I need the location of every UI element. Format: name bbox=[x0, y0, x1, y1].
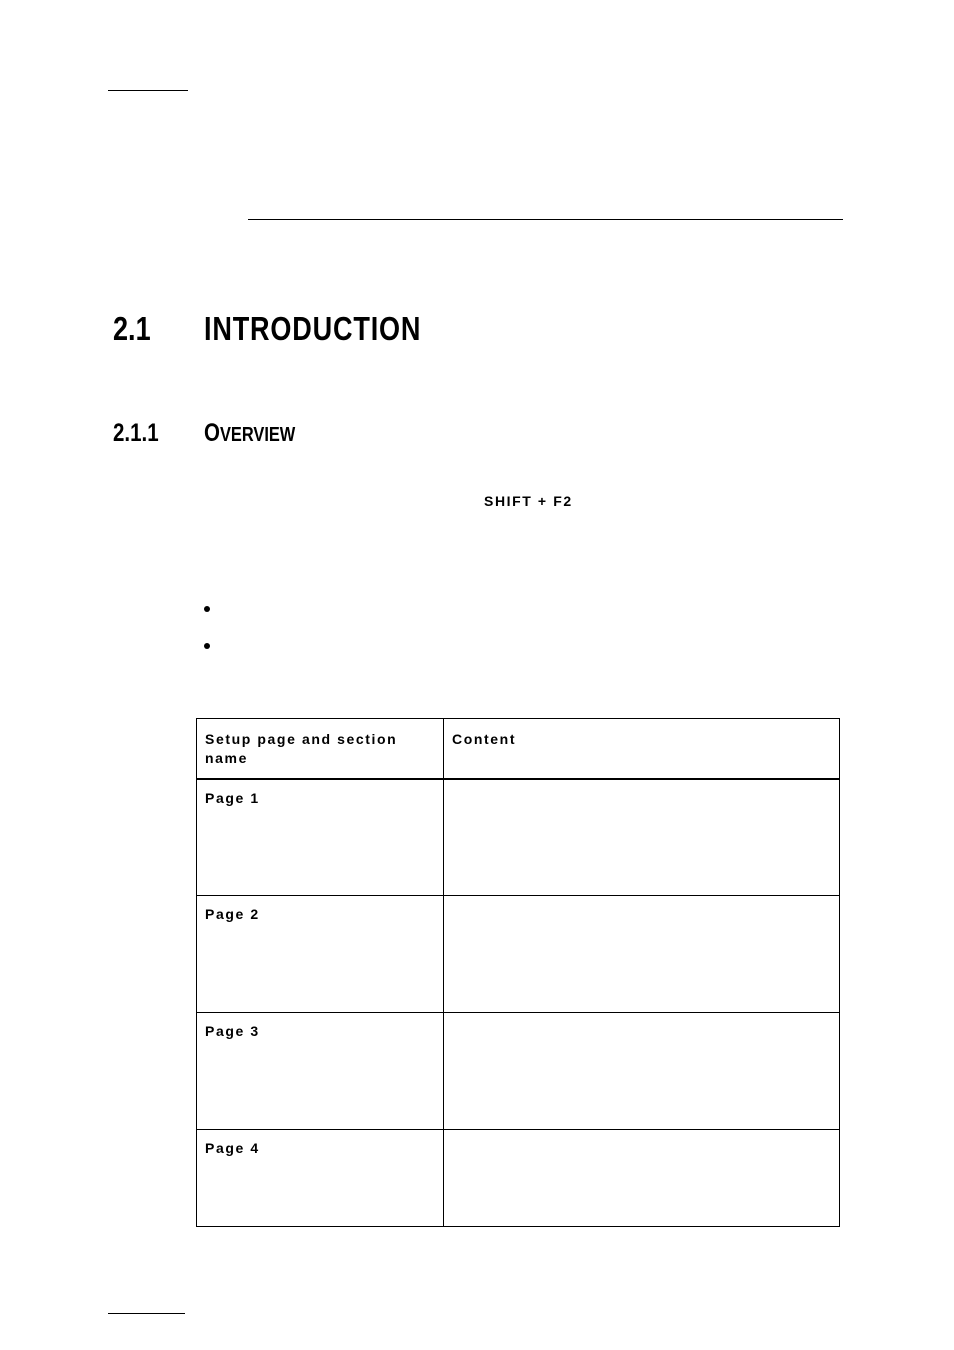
subsection-title bbox=[204, 419, 295, 448]
subsection-number: 2.1.1 bbox=[113, 419, 159, 447]
table-cell-content bbox=[444, 1013, 839, 1129]
table-cell-page-name: Page 4 bbox=[197, 1130, 444, 1226]
subsection-title-initial: O bbox=[204, 419, 220, 447]
subsection-title-rest: VERVIEW bbox=[219, 424, 296, 446]
table-header-content: Content bbox=[452, 731, 517, 747]
bullet-point bbox=[204, 606, 210, 612]
section-number: 2.1 bbox=[113, 310, 151, 347]
table-cell-content bbox=[444, 1130, 839, 1226]
table-row bbox=[197, 1129, 839, 1226]
table-header-row bbox=[197, 719, 839, 778]
table-cell-page-name: Page 2 bbox=[197, 896, 444, 1012]
table-row bbox=[197, 778, 839, 895]
header-rule-long bbox=[248, 219, 843, 220]
table-cell-content bbox=[444, 780, 839, 895]
table-cell-page-name: Page 3 bbox=[197, 1013, 444, 1129]
header-rule-short bbox=[108, 90, 188, 91]
table-cell-content bbox=[444, 896, 839, 1012]
footer-rule-short bbox=[108, 1313, 185, 1314]
bullet-point bbox=[204, 643, 210, 649]
table-header-setup-page: Setup page and section name bbox=[197, 719, 444, 778]
key-shortcut-text: SHIFT + F2 bbox=[484, 493, 573, 509]
section-title: INTRODUCTION bbox=[204, 310, 422, 347]
table-row bbox=[197, 1012, 839, 1129]
table-row bbox=[197, 895, 839, 1012]
table-cell-page-name: Page 1 bbox=[197, 780, 444, 895]
setup-pages-table bbox=[196, 718, 840, 1227]
